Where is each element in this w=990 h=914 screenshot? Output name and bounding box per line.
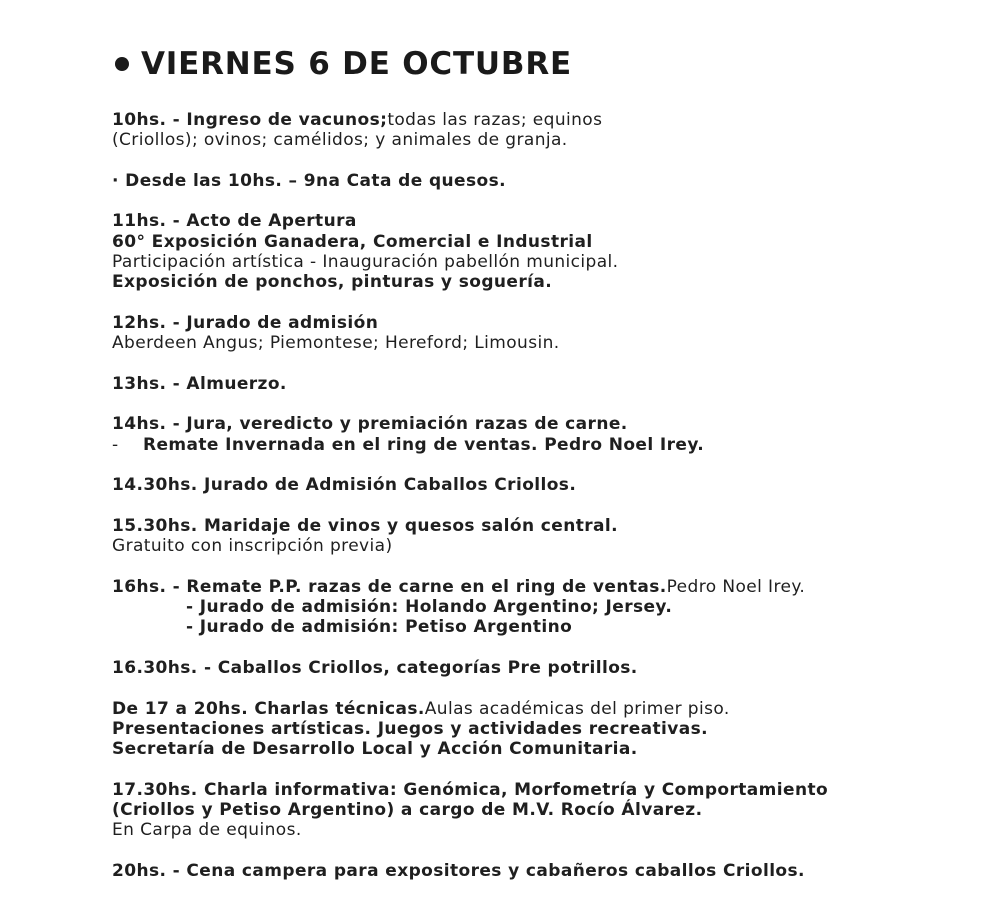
schedule-line [112, 435, 972, 455]
schedule-line: Participación artística - Inauguración pabellón municipal. [112, 252, 619, 273]
schedule-line: Secretaría de Desarrollo Local y Acción Comunitaria. [112, 739, 638, 760]
schedule-line: 60° Exposición Ganadera, Comercial e Industrial [112, 231, 593, 252]
schedule-line: · Desde las 10hs. – 9na Cata de quesos. [112, 170, 506, 191]
spacer [112, 151, 972, 171]
schedule-line: 14.30hs. Jurado de Admisión Caballos Criollos. [112, 475, 577, 496]
day-title: VIERNES 6 DE OCTUBRE [141, 46, 572, 82]
schedule-line: 12hs. - Jurado de admisión [112, 312, 379, 333]
schedule-line: 15.30hs. Maridaje de vinos y quesos salón central. [112, 515, 618, 536]
spacer [112, 354, 972, 374]
schedule-page [112, 40, 972, 881]
spacer [112, 678, 972, 698]
day-heading [112, 40, 972, 88]
schedule-line: Exposición de ponchos, pinturas y soguería. [112, 272, 553, 293]
event-detail: todas las razas; equinos [387, 110, 603, 130]
schedule-line: 11hs. - Acto de Apertura [112, 211, 357, 232]
dash-marker: - [112, 434, 119, 455]
schedule-line: 17.30hs. Charla informativa: Genómica, Morfometría y Comportamiento [112, 779, 829, 800]
spacer [112, 638, 972, 658]
bullet-icon [115, 57, 129, 71]
schedule-line: 13hs. - Almuerzo. [112, 373, 287, 394]
schedule-line: Presentaciones artísticas. Juegos y actividades recreativas. [112, 718, 708, 739]
event-detail: Aulas académicas del primer piso. [424, 698, 730, 719]
schedule-line: En Carpa de equinos. [112, 820, 302, 841]
spacer [112, 496, 972, 516]
event-time-title: De 17 a 20hs. Charlas técnicas. [112, 698, 425, 719]
spacer [112, 293, 972, 313]
event-time-title: 16hs. - Remate P.P. razas de carne en el ring de ventas. [112, 576, 667, 597]
schedule-line: - Jurado de admisión: Petiso Argentino [186, 617, 573, 638]
schedule-line: 16.30hs. - Caballos Criollos, categorías Pre potrillos. [112, 658, 638, 679]
spacer [112, 760, 972, 780]
spacer [112, 455, 972, 475]
event-detail: Pedro Noel Irey. [666, 576, 806, 597]
schedule-line: (Criollos y Petiso Argentino) a cargo de M.V. Rocío Álvarez. [112, 800, 703, 821]
schedule-line [112, 699, 972, 719]
spacer [112, 841, 972, 861]
schedule-line: 20hs. - Cena campera para expositores y cabañeros caballos Criollos. [112, 860, 805, 881]
schedule-line: Aberdeen Angus; Piemontese; Hereford; Limousin. [112, 333, 560, 354]
schedule-line: (Criollos); ovinos; camélidos; y animales de granja. [112, 130, 568, 151]
schedule-line [112, 110, 972, 130]
spacer [112, 191, 972, 211]
schedule-line: - Jurado de admisión: Holando Argentino; Jersey. [186, 597, 673, 618]
event-time-title: 10hs. - Ingreso de vacunos; [112, 110, 388, 130]
schedule-line [112, 577, 972, 597]
schedule-line: Gratuito con inscripción previa) [112, 536, 393, 557]
spacer [112, 557, 972, 577]
spacer [112, 394, 972, 414]
event-detail: Remate Invernada en el ring de ventas. Pedro Noel Irey. [143, 434, 705, 455]
schedule-line: 14hs. - Jura, veredicto y premiación razas de carne. [112, 414, 628, 435]
